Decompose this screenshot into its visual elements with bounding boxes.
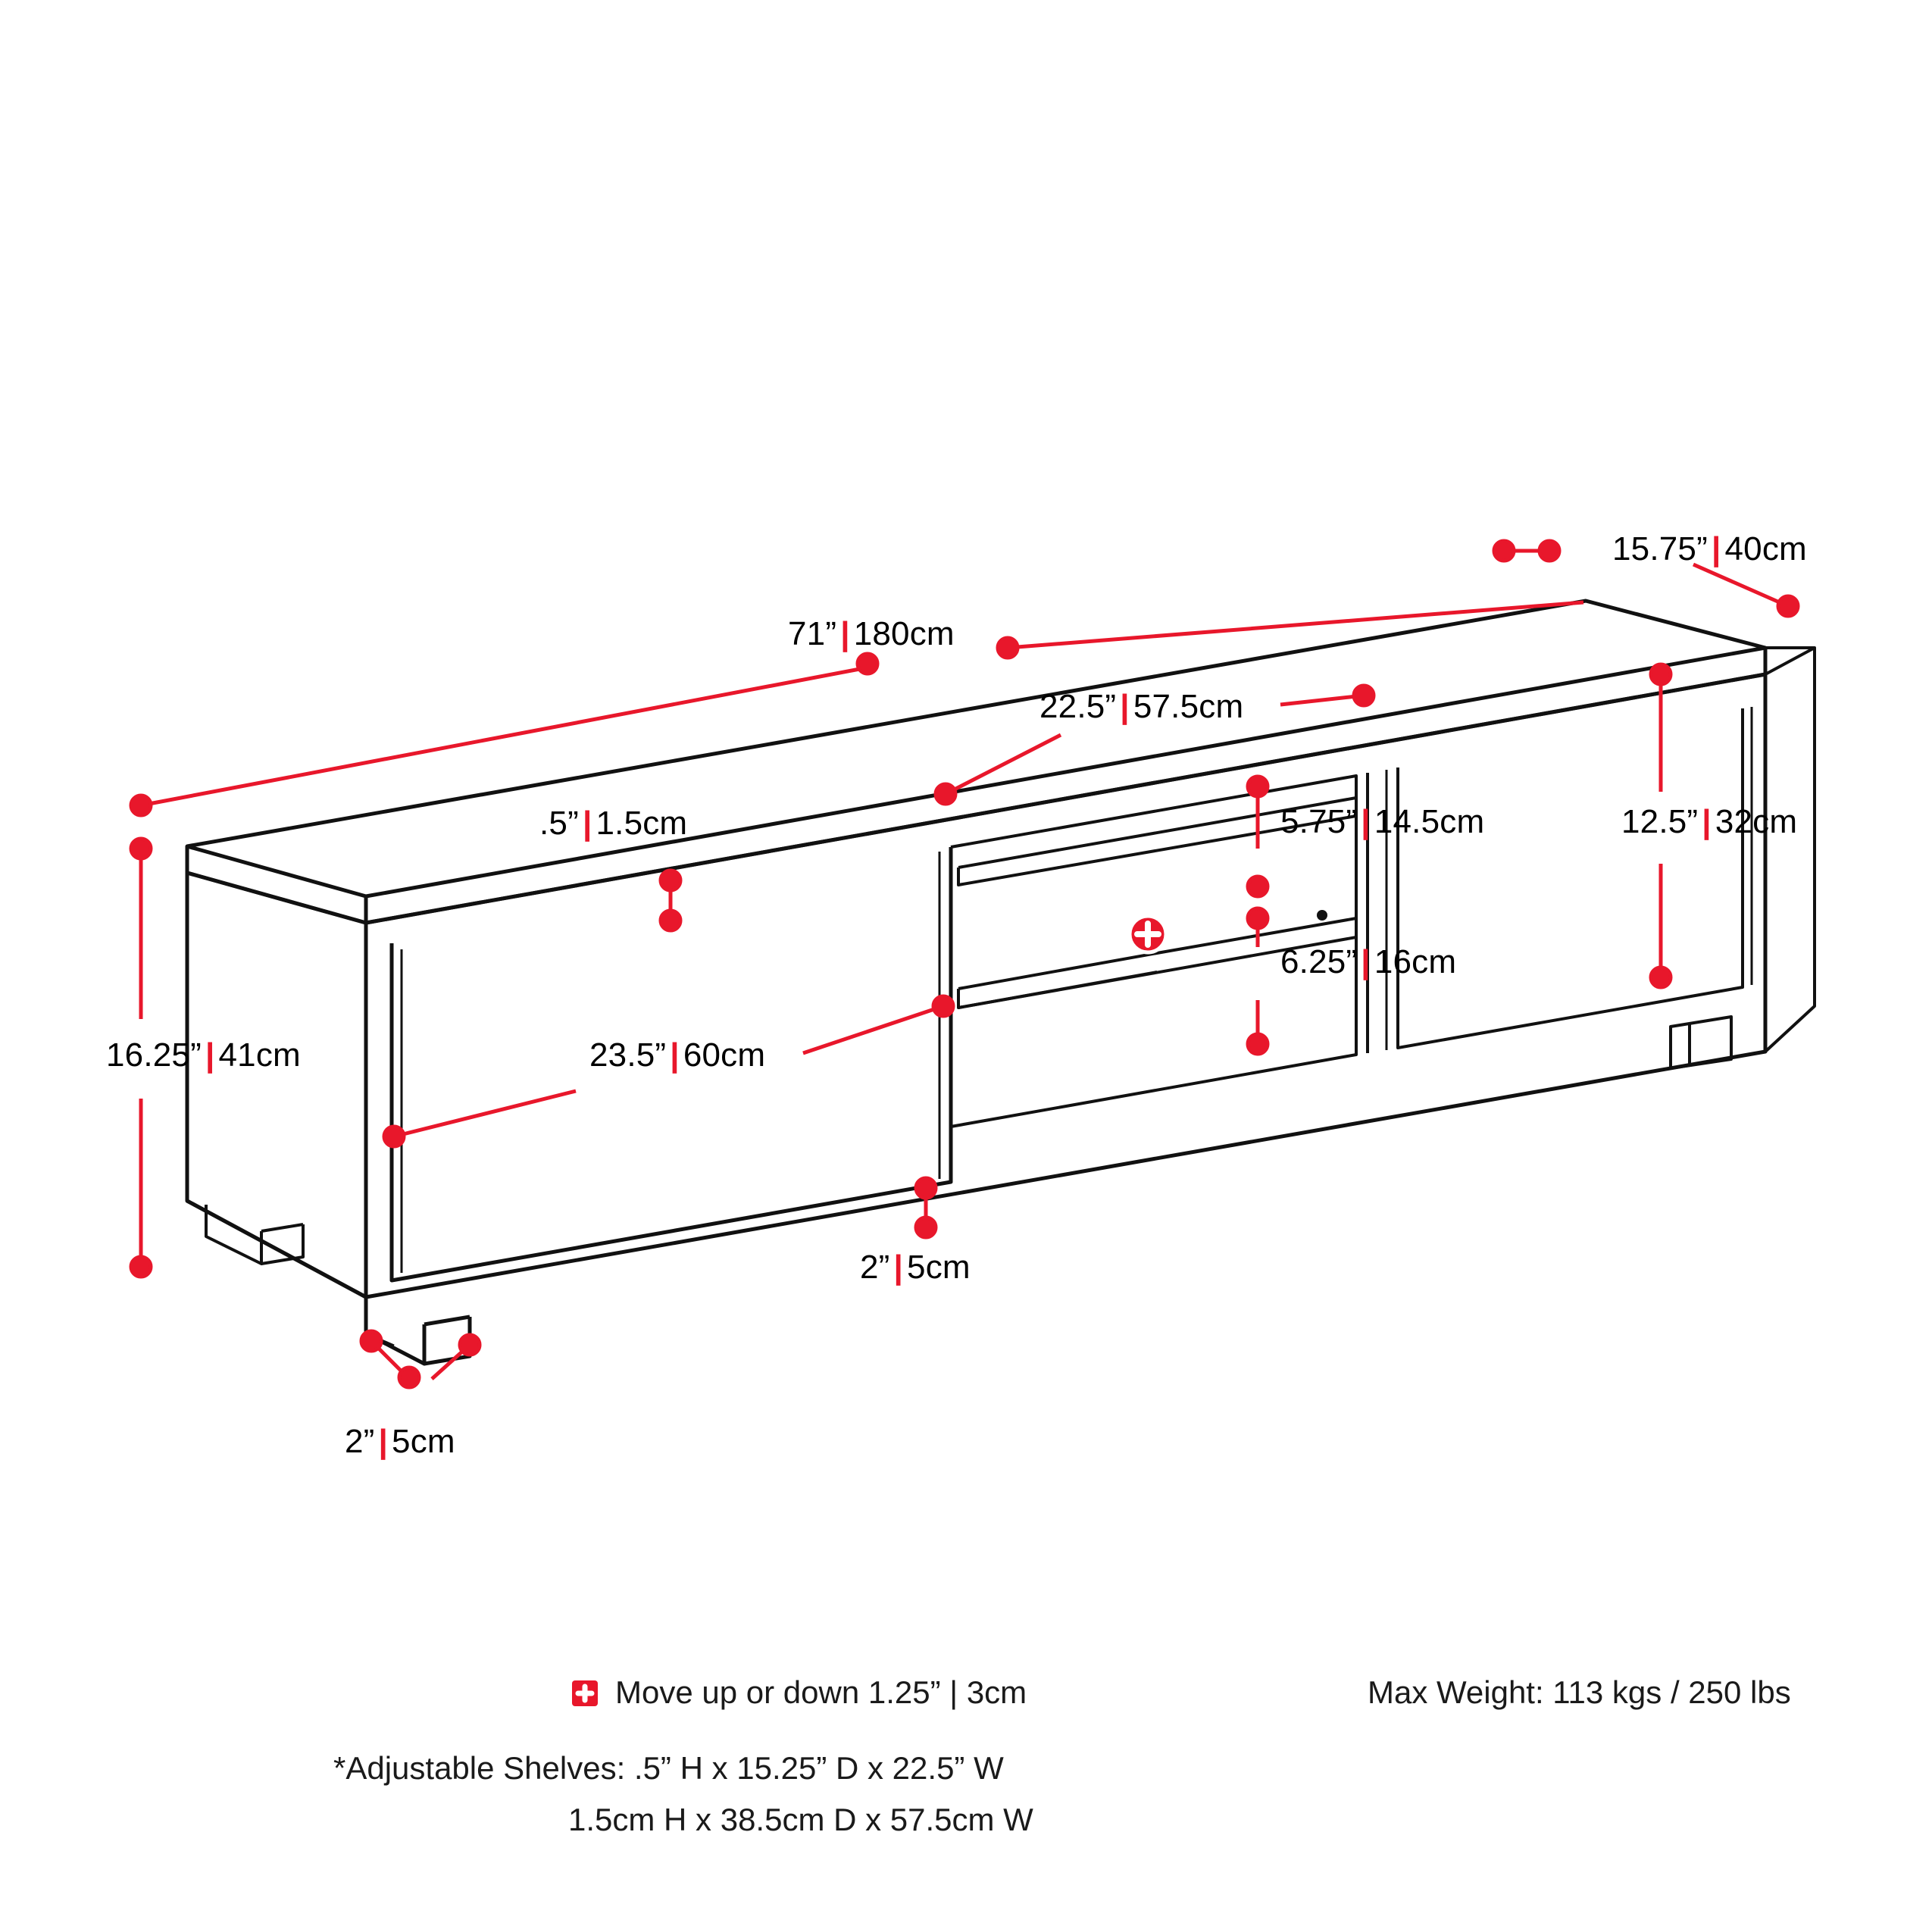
max-weight-text: Max Weight: 113 kgs / 250 lbs [1368,1674,1791,1710]
move-note-text: Move up or down 1.25” | 3cm [615,1674,1027,1710]
dot-thickness-a [661,871,680,890]
dimension-label-upper-opening: 5.75” | 14.5cm [1280,803,1485,840]
dot-lower-b [1248,1034,1268,1054]
dimension-label-lower-opening: 6.25” | 16cm [1280,943,1457,980]
leader-depth-top-2 [1693,564,1788,606]
dot-width-a [131,796,151,815]
dot-width-b [858,654,877,674]
adjustable-shelves-line-1: *Adjustable Shelves: .5” H x 15.25” D x 22.5” W [333,1750,1004,1786]
dimension-label-shelf-width: 22.5” | 57.5cm [1039,688,1244,725]
right-side-panel [1765,648,1815,1052]
dot-shelfwidth-b [936,784,955,804]
leader-doorwidth-right [803,1006,943,1053]
dimension-label-total-height: 16.25” | 41cm [106,1036,301,1074]
leader-width-right [1008,602,1583,648]
dot-foot-b [460,1335,480,1355]
dot-lower-a [1248,908,1268,928]
dot-sideheight-a [1651,664,1671,684]
top-panel [187,601,1765,896]
left-side-panel [187,873,366,1297]
dimension-label-depth-top: 15.75” | 40cm [1612,530,1807,567]
furniture-illustration [187,601,1815,1364]
rear-left-foot-top [261,1224,303,1231]
dot-base-b [916,1218,936,1237]
dimension-label-side-height: 12.5” | 32cm [1621,803,1798,840]
dot-base-a [916,1178,936,1198]
dot-height-a [131,839,151,858]
right-foot [1671,1017,1731,1068]
dot-height-b [131,1257,151,1277]
dimension-label-base-height: 2” | 5cm [860,1249,971,1286]
right-door-panel [1398,708,1743,1048]
dot-foot-c [399,1368,419,1387]
dot-foot-a [361,1331,381,1351]
dot-width-c [998,638,1018,658]
dimension-label-shelf-thickness: .5” | 1.5cm [539,805,688,842]
dimension-label-width-total: 71” | 180cm [788,615,955,652]
move-icon [572,1680,598,1706]
dot-doorwidth-a [384,1127,404,1146]
dot-upper-b [1248,877,1268,896]
dot-sideheight-b [1651,968,1671,987]
leader-width-left [141,668,864,805]
dimension-label-foot-width: 2” | 5cm [345,1423,455,1460]
dimension-label-door-width: 23.5” | 60cm [589,1036,766,1074]
leader-shelfwidth-l [946,735,1061,794]
adjustable-shelves-line-2: 1.5cm H x 38.5cm D x 57.5cm W [568,1802,1033,1837]
dot-thickness-b [661,911,680,930]
leader-shelfwidth-r [1280,696,1364,705]
dot-depth-top-b [1540,541,1559,561]
left-bottom-edge [187,1201,366,1297]
front-left-foot-top [424,1317,470,1324]
leader-doorwidth-left [394,1091,576,1136]
dot-depth-top-c [1778,596,1798,616]
adjustable-shelf-marker [1130,916,1166,952]
dot-depth-top-a [1494,541,1514,561]
front-face [366,674,1765,1297]
cable-hole [1317,910,1327,921]
top-front-edge [187,846,366,923]
dot-upper-a [1248,777,1268,796]
dot-doorwidth-b [933,996,953,1016]
adjustable-shelf-front [958,972,1157,1008]
dot-shelfwidth-a [1354,686,1374,705]
